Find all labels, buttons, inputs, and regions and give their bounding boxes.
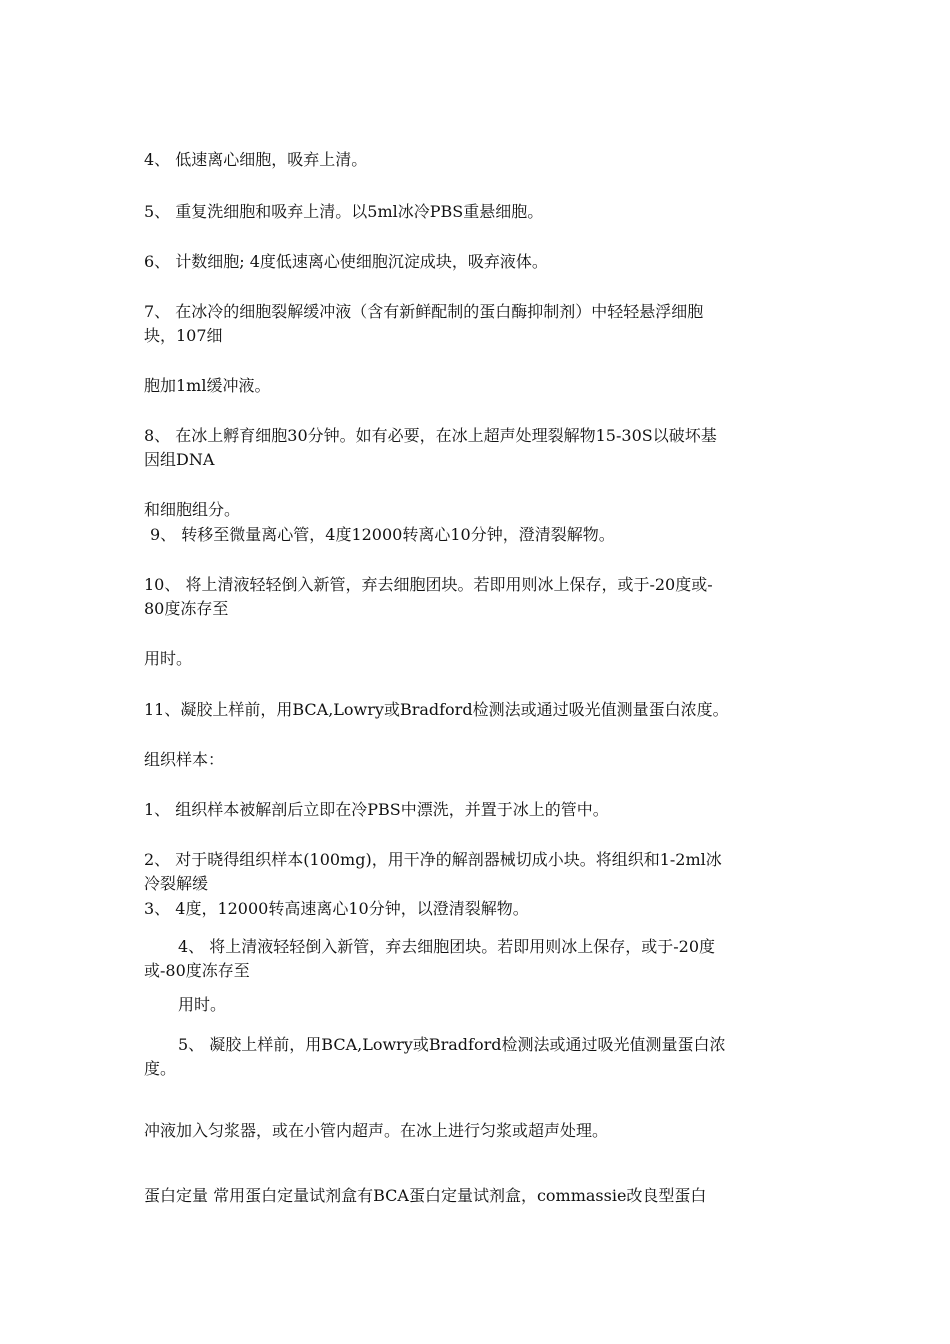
text-line: 5、 重复洗细胞和吸弃上清。以5ml冰冷PBS重悬细胞。: [144, 202, 544, 221]
text-line: 或-80度冻存至: [144, 961, 250, 980]
text-line: 冷裂解缓: [144, 874, 209, 893]
text-line: 3、 4度，12000转高速离心10分钟，以澄清裂解物。: [144, 899, 529, 918]
text-line: 冲液加入匀浆器，或在小管内超声。在冰上进行匀浆或超声处理。: [144, 1121, 609, 1140]
text-line: 用时。: [178, 995, 227, 1014]
text-line: 1、 组织样本被解剖后立即在冷PBS中漂洗，并置于冰上的管中。: [144, 800, 609, 819]
text-line: 胞加1ml缓冲液。: [144, 376, 271, 395]
text-line: 和细胞组分。: [144, 500, 241, 519]
text-line: 7、 在冰冷的细胞裂解缓冲液（含有新鲜配制的蛋白酶抑制剂）中轻轻悬浮细胞: [144, 302, 704, 321]
text-line: 5、 凝胶上样前，用BCA,Lowry或Bradford检测法或通过吸光值测量蛋白浓: [178, 1035, 726, 1054]
text-line: 因组DNA: [144, 450, 215, 469]
text-line: 2、 对于晓得组织样本(100mg)，用干净的解剖器械切成小块。将组织和1-2ml冰: [144, 850, 722, 869]
text-line: 11、凝胶上样前，用BCA,Lowry或Bradford检测法或通过吸光值测量蛋白浓度。: [144, 700, 729, 719]
text-line: 块，107细: [144, 326, 223, 345]
text-line: 4、 将上清液轻轻倒入新管，弃去细胞团块。若即用则冰上保存，或于-20度: [178, 937, 716, 956]
text-line: 度。: [144, 1059, 177, 1078]
text-line: 蛋白定量 常用蛋白定量试剂盒有BCA蛋白定量试剂盒，commassie改良型蛋白: [144, 1186, 707, 1205]
section-heading: 组织样本：: [144, 750, 225, 769]
text-line: 9、 转移至微量离心管，4度12000转离心10分钟，澄清裂解物。: [150, 525, 615, 544]
text-line: 用时。: [144, 649, 193, 668]
text-line: 6、 计数细胞; 4度低速离心使细胞沉淀成块，吸弃液体。: [144, 252, 548, 271]
text-line: 8、 在冰上孵育细胞30分钟。如有必要，在冰上超声处理裂解物15-30S以破坏基: [144, 426, 717, 445]
text-line: 4、 低速离心细胞，吸弃上清。: [144, 150, 368, 169]
text-line: 80度冻存至: [144, 599, 229, 618]
text-line: 10、 将上清液轻轻倒入新管，弃去细胞团块。若即用则冰上保存，或于-20度或-: [144, 575, 713, 594]
